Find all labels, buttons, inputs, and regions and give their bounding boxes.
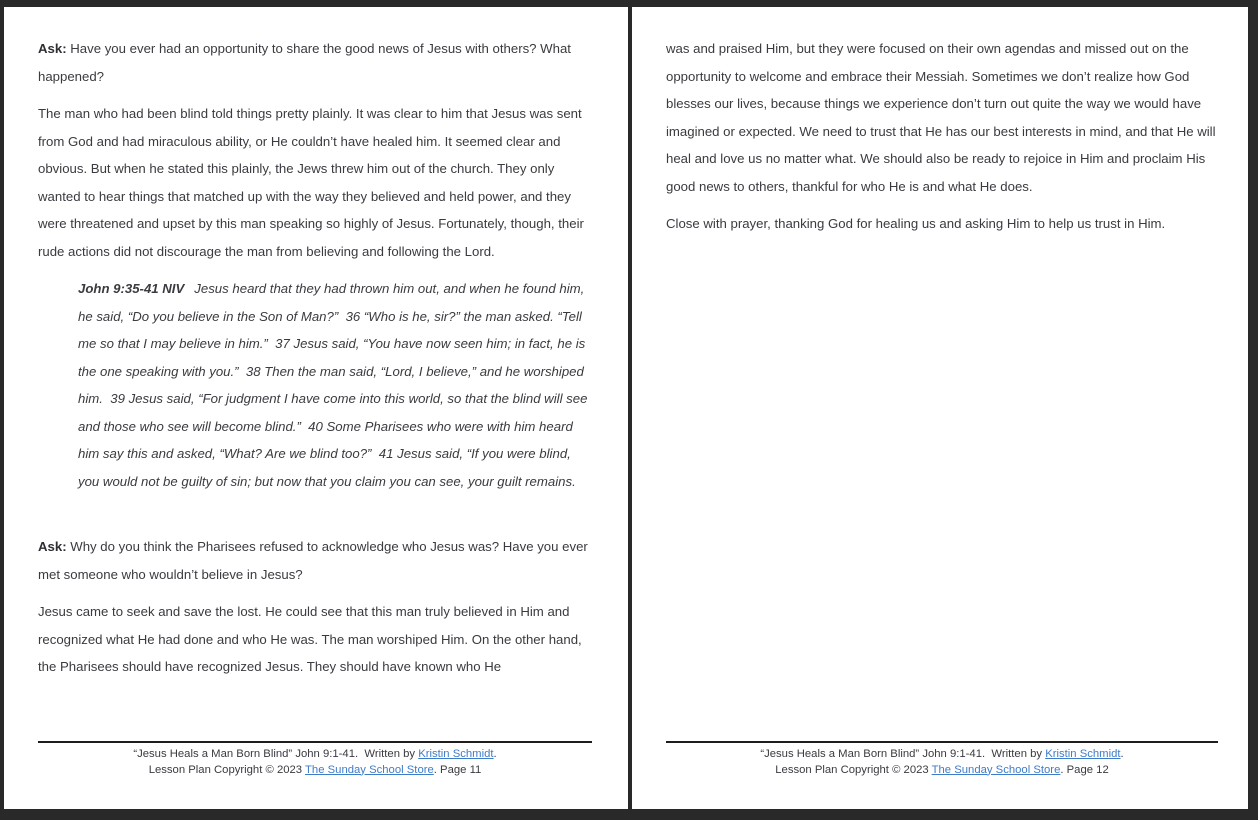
scripture-text: Jesus heard that they had thrown him out, and when he found him, he said, “Do you believe in the Son of Man?” 36 “Who is he, sir?” the man asked. “Tell me so that I may believe in him.” 37 Jesus said, “You have now seen him; in fact, he is the one speaking with you.” 38 Then the man said, “Lord, I believe,” and he worshiped him. 39 Jesus said, “For judgment I have come into this world, so that the blind will see and those who see will become blind.” 40 Some Pharisees who were with him heard him say this and asked, “What? Are we blind too?” 41 Jesus said, “If you were blind, you would not be guilty of sin; but now that you claim you can see, your guilt remains. (78, 281, 592, 489)
ask-question-2 (38, 533, 592, 588)
page-footer (666, 741, 1218, 778)
footer-period: . (493, 748, 497, 760)
footer-attribution-line (666, 747, 1218, 763)
page-12-content (666, 7, 1218, 248)
scripture-reference: John 9:35-41 NIV (78, 281, 185, 296)
footer-copyright-text: Lesson Plan Copyright © 2023 (148, 763, 306, 776)
store-link[interactable]: The Sunday School Store (305, 763, 434, 776)
ask-label: Ask: (38, 539, 67, 554)
ask-label: Ask: (38, 41, 67, 56)
ask-question-1-text: Have you ever had an opportunity to share the good news of Jesus with others? What happened? (38, 41, 571, 84)
document-page-12 (632, 7, 1248, 809)
lesson-paragraph-1: The man who had been blind told things pretty plainly. It was clear to him that Jesus was sent from God and had miraculous ability, or He couldn’t have healed him. It seemed clear and obvious. But when he stated this plainly, the Jews threw him out of the church. They only wanted to hear things that matched up with the way they believed and held power, and they were threatened and upset by this man speaking so highly of Jesus. Fortunately, though, their rude actions did not discourage the man from believing and following the Lord. (38, 106, 584, 259)
page-footer (38, 741, 592, 778)
closing-prayer-paragraph: Close with prayer, thanking God for healing us and asking Him to help us trust in Him. (666, 216, 1166, 231)
footer-attribution-line (38, 747, 592, 763)
footer-copyright-text: Lesson Plan Copyright © 2023 (775, 763, 932, 776)
page-number: . Page 11 (433, 763, 482, 776)
ask-question-2-text: Why do you think the Pharisees refused to acknowledge who Jesus was? Have you ever met someone who wouldn’t believe in Jesus? (38, 539, 588, 582)
footer-period: . (1120, 748, 1124, 760)
store-link[interactable]: The Sunday School Store (931, 763, 1061, 776)
author-link[interactable]: Kristin Schmidt (1045, 748, 1121, 760)
lesson-paragraph-3: was and praised Him, but they were focused on their own agendas and missed out on the opportunity to welcome and embrace their Messiah. Sometimes we don’t realize how God blesses our lives, because things we experience don’t turn out quite the way we would have imagined or expected. We need to trust that He has our best interests in mind, and that He will heal and love us no matter what. We should also be ready to rejoice in Him and proclaim His good news to others, thankful for who He is and what He does. (666, 41, 1216, 194)
footer-title-text: “Jesus Heals a Man Born Blind” John 9:1-41. Written by (760, 748, 1046, 760)
footer-copyright-line (38, 763, 592, 779)
page-number: . Page 12 (1060, 763, 1109, 776)
author-link[interactable]: Kristin Schmidt (418, 748, 494, 760)
ask-question-1 (38, 35, 592, 90)
footer-copyright-line (666, 763, 1218, 779)
scripture-quote (78, 275, 592, 495)
page-11-content (38, 7, 592, 691)
document-page-11 (4, 7, 628, 809)
lesson-paragraph-2: Jesus came to seek and save the lost. He could see that this man truly believed in Him and recognized what He had done and who He was. The man worshiped Him. On the other hand, the Pharisees should have recognized Jesus. They should have known who He (38, 604, 582, 674)
footer-title-text: “Jesus Heals a Man Born Blind” John 9:1-41. Written by (133, 748, 419, 760)
